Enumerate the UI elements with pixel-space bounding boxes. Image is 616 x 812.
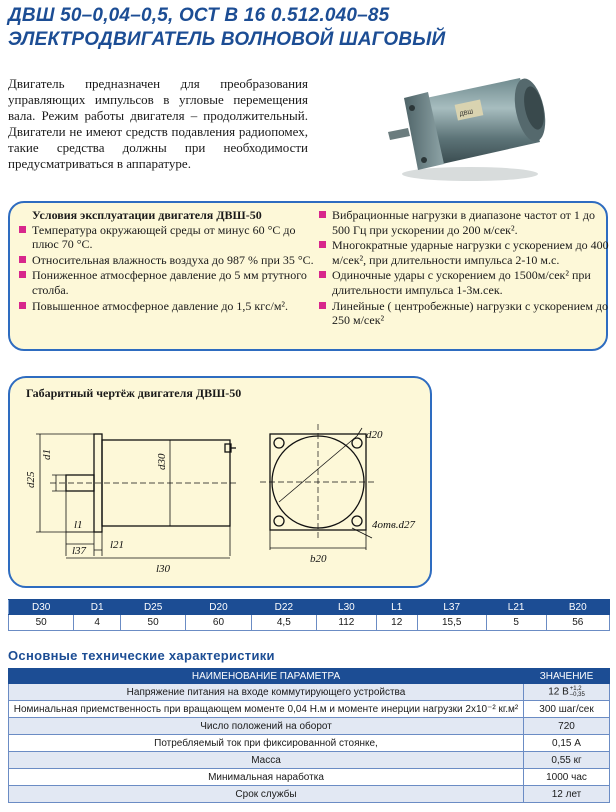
- dim-header: L37: [417, 600, 486, 615]
- label-l37: l37: [72, 545, 87, 557]
- spec-name: Потребляемый ток при фиксированной стоянке,: [9, 735, 524, 752]
- motor-nameplate: ДВШ: [459, 109, 474, 118]
- dim-header: L1: [376, 600, 417, 615]
- bullet-square-icon: [319, 271, 326, 278]
- page-title: ДВШ 50–0,04–0,5, ОСТ В 16 0.512.040–85: [8, 5, 390, 26]
- specs-table: [8, 668, 610, 803]
- table-row: [9, 684, 610, 701]
- bullet-square-icon: [319, 241, 326, 248]
- conditions-left-column: [18, 208, 318, 314]
- dim-value: 5: [486, 615, 546, 631]
- spec-name: Напряжение питания на входе коммутирующего устройства: [9, 684, 524, 701]
- conditions-right-column: [318, 208, 610, 329]
- bullet-square-icon: [19, 256, 26, 263]
- page-subtitle: ЭЛЕКТРОДВИГАТЕЛЬ ВОЛНОВОЙ ШАГОВЫЙ: [8, 29, 446, 50]
- spec-value: 720: [524, 718, 610, 735]
- condition-item: Температура окружающей среды от минус 60 °С до плюс 70 °С.: [18, 223, 318, 252]
- spec-value: 0,55 кг: [524, 752, 610, 769]
- dim-header: D1: [74, 600, 121, 615]
- spec-value: 12 В+1,2 –0,35: [524, 684, 610, 701]
- table-row: [9, 718, 610, 735]
- side-dimensions: [36, 434, 230, 558]
- front-centerlines: [260, 424, 376, 540]
- dim-header: D20: [186, 600, 251, 615]
- condition-item: Вибрационные нагрузки в диапазоне частот от 1 до 500 Гц при ускорении до 200 м/сек².: [318, 208, 610, 237]
- table-row: [9, 769, 610, 786]
- label-d1: d1: [41, 449, 53, 460]
- table-row: [9, 701, 610, 718]
- dimensions-header-row: [9, 600, 610, 615]
- bullet-square-icon: [319, 302, 326, 309]
- bullet-square-icon: [19, 271, 26, 278]
- condition-item: Многократные ударные нагрузки с ускорением до 400 м/сек², при длительности импульса 2-10 м.с.: [318, 238, 610, 267]
- dimensions-value-row: [9, 615, 610, 631]
- spec-header-value: ЗНАЧЕНИЕ: [524, 669, 610, 684]
- bullet-square-icon: [19, 226, 26, 233]
- specs-header-row: [9, 669, 610, 684]
- dim-value: 50: [120, 615, 185, 631]
- label-d25: d25: [25, 471, 37, 488]
- dim-value: 56: [546, 615, 610, 631]
- dim-header: D22: [251, 600, 316, 615]
- condition-item: Линейные ( центробежные) нагрузки с ускорением до 250 м/сек²: [318, 299, 610, 328]
- spec-value: 1000 час: [524, 769, 610, 786]
- spec-header-name: НАИМЕНОВАНИЕ ПАРАМЕТРА: [9, 669, 524, 684]
- label-d20: d20: [366, 429, 383, 441]
- spec-name: Минимальная наработка: [9, 769, 524, 786]
- bullet-square-icon: [319, 211, 326, 218]
- dimension-drawing-panel: [8, 376, 432, 588]
- front-dimensions: [270, 428, 372, 550]
- spec-name: Масса: [9, 752, 524, 769]
- dim-value: 60: [186, 615, 251, 631]
- voltage-tolerance: +1,2 –0,35: [569, 686, 585, 698]
- label-b20: b20: [310, 553, 327, 565]
- operating-conditions-panel: [8, 201, 608, 351]
- label-d30: d30: [156, 453, 168, 470]
- dimensions-table: [8, 599, 610, 631]
- table-row: [9, 752, 610, 769]
- label-l30: l30: [156, 563, 171, 575]
- condition-item: Повышенное атмосферное давление до 1,5 кгс/м².: [18, 299, 318, 314]
- condition-item: Пониженное атмосферное давление до 5 мм ртутного столба.: [18, 268, 318, 297]
- spec-name: Число положений на оборот: [9, 718, 524, 735]
- spec-value: 0,15 А: [524, 735, 610, 752]
- label-holes: 4отв.d27: [372, 519, 415, 531]
- condition-item: Относительная влажность воздуха до 987 % при 35 °С.: [18, 253, 318, 268]
- dim-value: 15,5: [417, 615, 486, 631]
- dim-header: B20: [546, 600, 610, 615]
- conditions-heading: Условия эксплуатации двигателя ДВШ-50: [32, 208, 262, 222]
- spec-value: 300 шаг/сек: [524, 701, 610, 718]
- dim-header: D25: [120, 600, 185, 615]
- label-l21: l21: [110, 539, 125, 551]
- spec-value: 12 лет: [524, 786, 610, 803]
- dimension-drawing: [10, 378, 432, 588]
- motor-photo: [382, 64, 552, 188]
- dim-value: 50: [9, 615, 74, 631]
- dim-value: 12: [376, 615, 417, 631]
- dim-header: L30: [317, 600, 377, 615]
- dim-header: L21: [486, 600, 546, 615]
- spec-name: Номинальная приемственность при вращающем моменте 0,04 Н.м и моменте инерции нагрузки 2х10⁻² кг.м²: [9, 701, 524, 718]
- table-row: [9, 786, 610, 803]
- dim-value: 4,5: [251, 615, 316, 631]
- bullet-square-icon: [19, 302, 26, 309]
- intro-text: Двигатель предназначен для преобразования управляющих импульсов в угловые перемещения вала. Режим работы двигателя – продолжительный. Двигатели не имеют средств подавления радиопомех, такие средства должны при необходимости предусматриваться в аппаратуре.: [8, 76, 308, 171]
- drawing-title: Габаритный чертёж двигателя ДВШ-50: [26, 386, 242, 400]
- specs-title: Основные технические характеристики: [8, 648, 275, 663]
- label-l1: l1: [74, 519, 83, 531]
- dim-value: 4: [74, 615, 121, 631]
- spec-name: Срок службы: [9, 786, 524, 803]
- condition-item: Одиночные удары с ускорением до 1500м/сек² при длительности импульса 1-3м.сек.: [318, 268, 610, 297]
- dim-value: 112: [317, 615, 377, 631]
- table-row: [9, 735, 610, 752]
- dim-header: D30: [9, 600, 74, 615]
